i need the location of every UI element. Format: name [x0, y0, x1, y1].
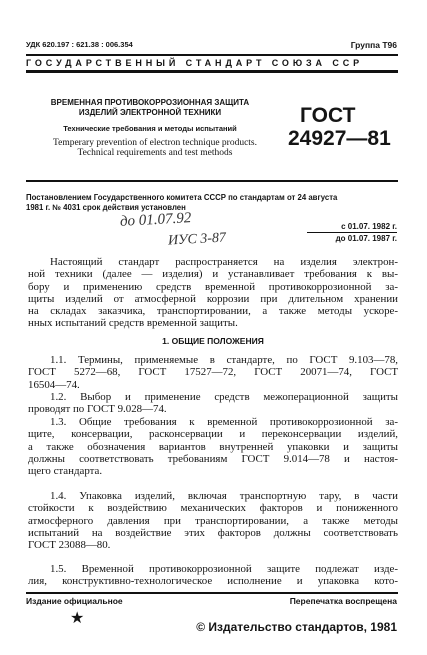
intro-line: ной техники (далее — изделия) и устанавливает требования к вы-	[28, 268, 398, 281]
clause-line: испытаний на воздействие этих факторов должны соответствовать	[28, 526, 398, 539]
decree-line1: Постановлением Государственного комитета СССР по стандартам от 24 августа	[26, 193, 338, 202]
star-icon: ★	[70, 610, 85, 627]
header-rule-top	[26, 54, 398, 56]
clause-line: проводят по ГОСТ 9.028—74.	[28, 403, 167, 416]
intro-paragraph	[28, 256, 398, 330]
official-edition-label: Издание официальное	[26, 596, 123, 606]
section-heading: 1. ОБЩИЕ ПОЛОЖЕНИЯ	[162, 336, 264, 346]
footer-rule	[26, 592, 398, 594]
validity-rule	[307, 232, 397, 233]
clause-line: 1.5. Временной противокоррозионной защите подлежат изде-	[50, 563, 398, 575]
clause-line: 1.1. Термины, применяемые в стандарте, по ГОСТ 9.103—78,	[50, 354, 398, 366]
clause-line: атмосферного давления при транспортировании, а также методы	[28, 514, 398, 527]
clause-line: должны соответствовать требованиям ГОСТ 9.014—78 и настоя-	[28, 452, 398, 465]
title-ru-line1: ВРЕМЕННАЯ ПРОТИВОКОРРОЗИОННАЯ ЗАЩИТА	[50, 98, 250, 107]
clause-1-2	[28, 391, 398, 416]
intro-line: Настоящий стандарт распространяется на изделия электрон-	[50, 256, 398, 268]
copyright-notice: © Издательство стандартов, 1981	[196, 620, 397, 634]
group-code: Группа Т96	[350, 40, 397, 50]
handwritten-ius-note: ИУС 3-87	[167, 230, 227, 249]
intro-line: щиты изделий от атмосферной коррозии при длительном хранении	[28, 292, 398, 305]
state-standard-banner: ГОСУДАРСТВЕННЫЙ СТАНДАРТ СОЮЗА ССР	[26, 58, 364, 68]
clause-line: щите, консервации, расконсервации и переконсервации изделий,	[28, 428, 398, 441]
decree-line2: 1981 г. № 4031 срок действия установлен	[26, 203, 186, 212]
clause-1-4	[28, 490, 398, 551]
clause-line: 1.4. Упаковка изделий, включая транспортную тару, в части	[50, 490, 398, 502]
udk-code: УДК 620.197 : 621.38 : 006.354	[26, 40, 133, 49]
clause-line: стойкости к воздействию механических факторов и пониженного	[28, 502, 398, 515]
intro-line: нных испытаний средств временной защиты.	[28, 317, 238, 330]
clause-line: а также обозначения вариантов внутренней упаковки и защиты	[28, 440, 398, 453]
gost-number: 24927—81	[288, 127, 391, 150]
gost-label: ГОСТ	[300, 104, 356, 127]
title-rule	[26, 180, 398, 182]
clause-1-1	[28, 354, 398, 391]
clause-1-5	[28, 563, 398, 588]
intro-line: бору и применению средств временной противокоррозионной за-	[28, 280, 398, 293]
clause-1-3	[28, 416, 398, 477]
title-en-line2: Technical requirements and test methods	[77, 148, 233, 158]
handwritten-extension: до 01.07.92	[119, 210, 192, 230]
clause-line: 16504—74.	[28, 378, 80, 391]
title-ru-line2: ИЗДЕЛИЙ ЭЛЕКТРОННОЙ ТЕХНИКИ	[78, 108, 222, 117]
clause-line: щего стандарта.	[28, 465, 103, 478]
clause-line: лия, конструктивно-технологическое исполнение и упаковка кото-	[28, 575, 398, 588]
clause-line: 1.2. Выбор и применение средств межоперационной защиты	[50, 391, 398, 403]
reprint-forbidden-label: Перепечатка воспрещена	[289, 596, 397, 606]
validity-from: с 01.07. 1982 г.	[341, 222, 397, 231]
validity-to: до 01.07. 1987 г.	[335, 234, 397, 243]
clause-line: ГОСТ 23088—80.	[28, 539, 111, 552]
intro-line: на складах заказчика, транспортировании, а также методы ускоре-	[28, 305, 398, 318]
title-ru-subtitle: Технические требования и методы испытаний	[63, 124, 237, 133]
clause-line: ГОСТ 5272—68, ГОСТ 17527—72, ГОСТ 20071—74, ГОСТ	[28, 366, 398, 379]
clause-line: 1.3. Общие требования к временной противокоррозионной за-	[50, 416, 398, 428]
title-en-line1: Temperary prevention of electron technique products.	[52, 138, 258, 148]
header-rule-bottom	[26, 70, 398, 73]
